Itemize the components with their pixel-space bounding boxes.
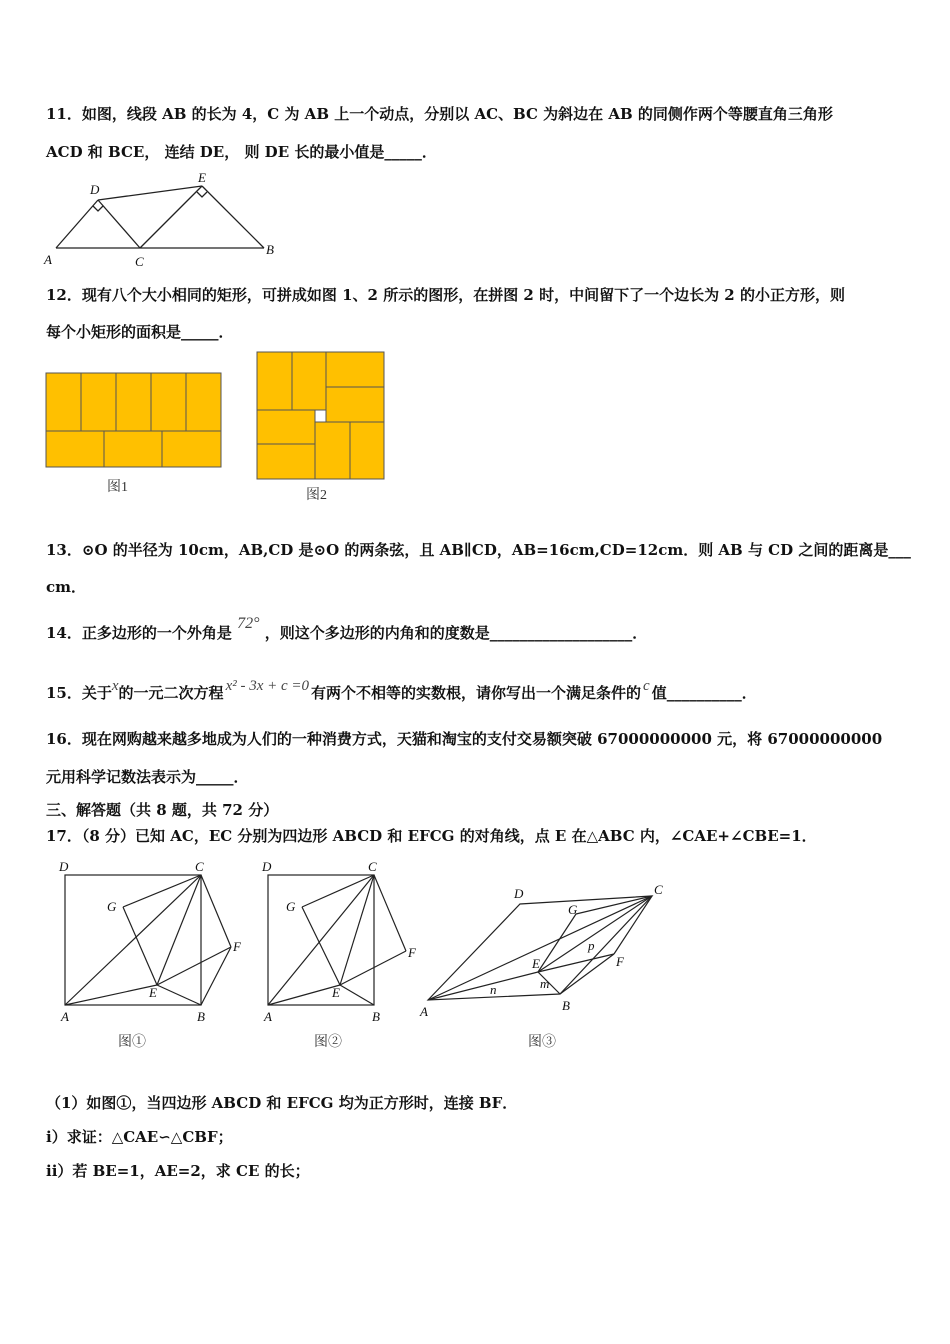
label-p: p [588, 938, 595, 953]
rect-4 [151, 373, 186, 431]
rect-3 [326, 352, 384, 387]
label-g: G [568, 902, 578, 917]
q13-line1: 13．⊙O 的半径为 10cm，AB,CD 是⊙O 的两条弦，且 AB∥CD，AB=16cm,CD=12cm．则 AB 与 CD 之间的距离是___ [46, 541, 911, 559]
diag-ac [65, 875, 201, 1005]
segment-de [98, 186, 202, 200]
label-c: C [195, 859, 204, 874]
q11-line2: ACD 和 BCE， 连结 DE， 则 DE 长的最小值是_____． [46, 143, 437, 161]
label-e: E [332, 985, 340, 1000]
q14-line [46, 615, 648, 643]
q12-fig2-caption: 图2 [306, 488, 327, 503]
q15-var-c: c [643, 678, 650, 694]
label-a: A [420, 1004, 428, 1019]
segment-dc [98, 200, 140, 248]
rect-2 [81, 373, 116, 431]
center-small-square [315, 410, 326, 422]
q15-prefix: 15．关于 [46, 684, 112, 702]
q16-line1: 16．现在网购越来越多地成为人们的一种消费方式，天猫和淘宝的支付交易额突破 67000000000 元，将 67000000000 [46, 730, 883, 748]
rect-5 [257, 410, 315, 444]
q17-figure-1 [55, 855, 255, 1030]
label-f: F [408, 945, 416, 960]
label-a: A [61, 1009, 69, 1024]
q17-fig2-caption: 图② [314, 1035, 342, 1050]
label-c: C [654, 882, 663, 897]
q17-fig1-caption: 图① [118, 1035, 146, 1050]
q17-line1: 17．（8 分）已知 AC，EC 分别为四边形 ABCD 和 EFCG 的对角线，点 E 在△ABC 内，∠CAE+∠CBE=1． [46, 827, 817, 845]
q17-part1: （1）如图①，当四边形 ABCD 和 EFCG 均为正方形时，连接 BF． [46, 1094, 518, 1112]
segment-eb [202, 186, 264, 248]
rect-4 [326, 387, 384, 422]
q15-var-x: x [111, 678, 119, 694]
q12-fig1-caption: 图1 [107, 480, 128, 495]
rect-1 [257, 352, 292, 410]
q16-line2: 元用科学记数法表示为_____． [46, 768, 249, 786]
label-b: B [562, 998, 570, 1013]
segment-ad [56, 200, 98, 248]
label-g: G [107, 899, 117, 914]
label-g: G [286, 899, 296, 914]
diag-ac [268, 875, 374, 1005]
q11-line1: 11．如图，线段 AB 的长为 4，C 为 AB 上一个动点，分别以 AC、BC 为斜边在 AB 的同侧作两个等腰直角三角形 [46, 105, 833, 123]
segment-bf [201, 947, 231, 1005]
rect-6 [257, 444, 315, 479]
q12-line2: 每个小矩形的面积是_____． [46, 323, 234, 341]
right-angle-mark-d [93, 206, 103, 211]
q13-line2: cm． [46, 578, 87, 596]
rect-3 [116, 373, 151, 431]
q14-suffix: ，则这个多边形的内角和的度数是___________________． [264, 624, 648, 642]
rect-2 [292, 352, 326, 410]
label-d: D [90, 182, 100, 197]
q15-middle: 的一元二次方程 [118, 684, 224, 702]
q12-figure-1 [45, 372, 223, 470]
rect-8 [162, 431, 221, 467]
right-angle-mark-e [197, 192, 207, 197]
rect-6 [46, 431, 104, 467]
label-d: D [262, 859, 272, 874]
segment-ce [140, 186, 202, 248]
label-d: D [59, 859, 69, 874]
label-d: D [514, 886, 524, 901]
label-a: A [264, 1009, 272, 1024]
q12-figure-2 [256, 351, 386, 481]
q15-line [46, 678, 757, 703]
q17-figure-2 [258, 855, 428, 1030]
label-f: F [616, 954, 624, 969]
label-n: n [490, 982, 497, 997]
q12-line1: 12．现有八个大小相同的矩形，可拼成如图 1、2 所示的图形，在拼图 2 时，中间留下了一个边长为 2 的小正方形，则 [46, 286, 845, 304]
label-a: A [44, 252, 52, 267]
q15-equation: x² - 3x + c =0 [225, 678, 310, 694]
label-b: B [372, 1009, 380, 1024]
label-e: E [149, 985, 157, 1000]
rect-7 [104, 431, 162, 467]
label-f: F [233, 939, 241, 954]
rect-7 [315, 422, 350, 479]
rect-5 [186, 373, 221, 431]
section-3-heading: 三、解答题（共 8 题，共 72 分） [46, 801, 279, 819]
q17-figure-3 [418, 876, 673, 1026]
q17-part1-ii: ii）若 BE=1，AE=2，求 CE 的长； [46, 1162, 310, 1180]
label-e: E [198, 170, 206, 185]
q14-angle: 72° [237, 615, 260, 632]
label-c: C [135, 254, 144, 269]
q15-middle2: 有两个不相等的实数根，请你写出一个满足条件的 [311, 684, 642, 702]
q17-part1-i: i）求证：△CAE∽△CBF； [46, 1128, 233, 1146]
label-c: C [368, 859, 377, 874]
label-b: B [266, 242, 274, 257]
q14-prefix: 14．正多边形的一个外角是 [46, 624, 232, 642]
label-m: m [540, 976, 550, 991]
rect-8 [350, 422, 384, 479]
q15-suffix: 值__________． [651, 684, 757, 702]
q11-figure [40, 168, 290, 270]
q17-fig3-caption: 图③ [528, 1035, 556, 1050]
label-b: B [197, 1009, 205, 1024]
label-e: E [532, 956, 540, 971]
rect-1 [46, 373, 81, 431]
